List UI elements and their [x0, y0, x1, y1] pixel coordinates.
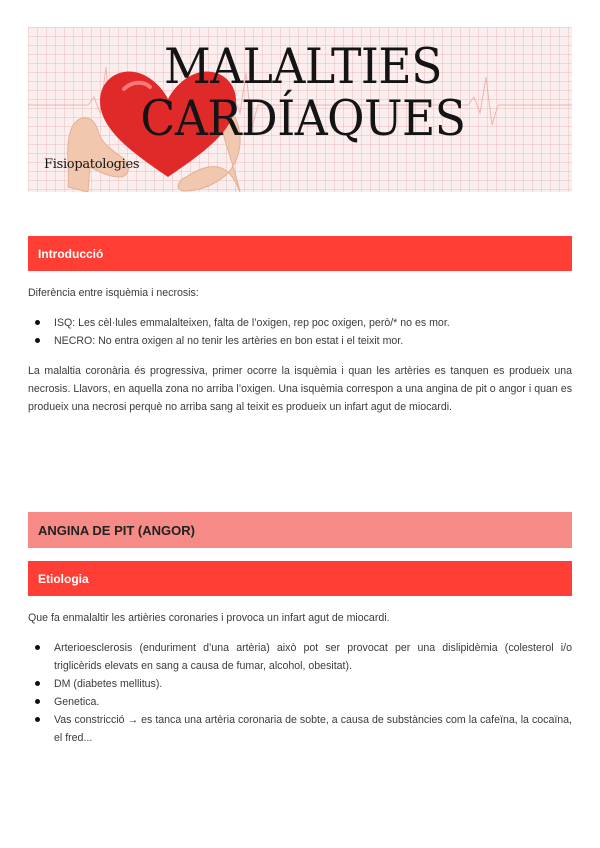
- list-item: DM (diabetes mellitus).: [28, 675, 572, 693]
- list-item: NECRO: No entra oxigen al no tenir les artèries en bon estat i el teixit mor.: [28, 332, 572, 350]
- list-item: ISQ: Les cèl·lules emmalalteixen, falta de l’oxigen, rep poc oxigen, però/* no es mor.: [28, 314, 572, 332]
- intro-bullet-list: [28, 314, 572, 350]
- list-item: Vas constricció → es tanca una artèria coronaria de sobte, a causa de substàncies com la cafeïna, la cocaïna, el fred...: [28, 711, 572, 747]
- section-heading-angina: ANGINA DE PIT (ANGOR): [28, 512, 572, 548]
- section-heading-etiologia: Etiologia: [28, 561, 572, 596]
- title-line-1: MALALTIES: [164, 38, 442, 95]
- list-item: Arterioesclerosis (enduriment d’una artèria) això pot ser provocat per una dislipidèmia (colesterol i/o triglicèrids elevats en sang a causa de fumar, alcohol, obesitat).: [28, 639, 572, 675]
- section-heading-introduccio: Introducció: [28, 236, 572, 271]
- page-title: [136, 38, 471, 147]
- title-line-2: CARDÍAQUES: [140, 90, 466, 147]
- intro-lead: Diferència entre isquèmia i necrosis:: [28, 287, 199, 299]
- page-subtitle: Fisiopatologies: [44, 157, 140, 172]
- intro-paragraph: La malaltia coronària és progressiva, primer ocorre la isquèmia i quan les artèries es tanquen es produeix una necrosis. Llavors, en aquella zona no arriba l’oxigen. Una isquèmia correspon a una angina de pit o angor i quan es produeix una necrosi perquè no arriba sang al teixit es produeix un infart agut de miocardi.: [28, 365, 572, 413]
- etiologia-bullet-list: [28, 639, 572, 747]
- header-banner: [28, 27, 572, 192]
- list-item: Genetica.: [28, 693, 572, 711]
- etiologia-lead: Que fa enmalaltir les artièries coronaries i provoca un infart agut de miocardi.: [28, 612, 390, 624]
